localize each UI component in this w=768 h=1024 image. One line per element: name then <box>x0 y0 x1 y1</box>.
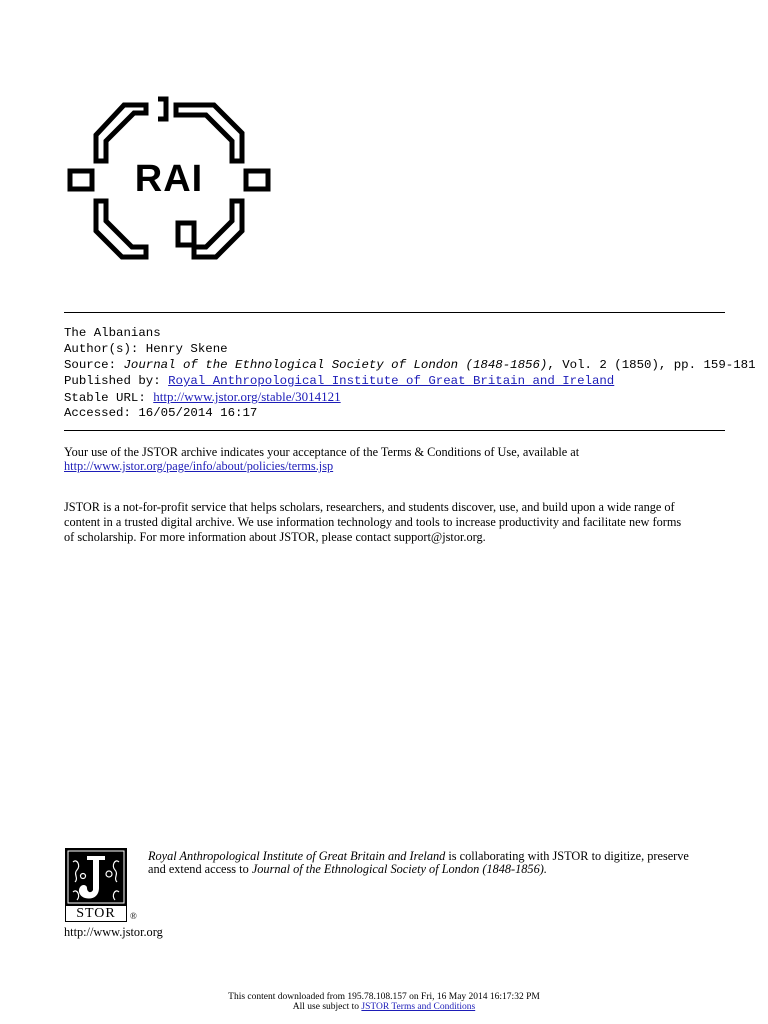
rai-logo <box>66 95 272 269</box>
jstor-logo <box>65 848 127 922</box>
source-journal: Journal of the Ethnological Society of London (1848-1856) <box>123 358 548 372</box>
jstor-ornament-icon <box>65 848 127 906</box>
terms-link[interactable]: http://www.jstor.org/page/info/about/policies/terms.jsp <box>64 459 334 473</box>
rai-logo-text: RAI <box>134 158 204 200</box>
top-divider <box>64 312 725 313</box>
accessed-line <box>64 406 257 422</box>
collab-org: Royal Anthropological Institute of Great Britain and Ireland <box>148 849 446 863</box>
jstor-logo-text: STOR <box>65 905 127 922</box>
authors-line <box>64 342 228 358</box>
mid-divider <box>64 430 725 431</box>
publisher-label: Published by: <box>64 374 161 388</box>
authors-value: Henry Skene <box>145 342 228 356</box>
source-line <box>64 358 756 374</box>
publisher-line <box>64 374 614 390</box>
footer-terms-link[interactable]: JSTOR Terms and Conditions <box>361 1002 476 1012</box>
collab-line2-pre: and extend access to <box>148 862 252 876</box>
publisher-link[interactable]: Royal Anthropological Institute of Great Britain and Ireland <box>168 374 615 388</box>
article-title <box>64 326 161 342</box>
jstor-url[interactable]: http://www.jstor.org <box>64 925 163 939</box>
source-label: Source: <box>64 358 117 372</box>
about-line-2: content in a trusted digital archive. We use information technology and tools to increase productivity and facilitate new forms <box>64 515 682 529</box>
collab-mid: is collaborating with JSTOR to digitize, preserve <box>445 849 689 863</box>
source-details: , Vol. 2 (1850), pp. 159-181 <box>547 358 756 372</box>
collab-journal: Journal of the Ethnological Society of London (1848-1856). <box>251 862 547 876</box>
accessed-text: Accessed: 16/05/2014 16:17 <box>64 406 258 420</box>
collab-line-2 <box>148 862 547 877</box>
about-line-1: JSTOR is a not-for-profit service that helps scholars, researchers, and students discover, use, and build upon a wide range of <box>64 500 675 514</box>
footer-download-line: This content downloaded from 195.78.108.157 on Fri, 16 May 2014 16:17:32 PM <box>228 992 540 1002</box>
footer-terms-pre: All use subject to <box>292 1002 362 1012</box>
stable-url-label: Stable URL: <box>64 391 146 405</box>
terms-link-line <box>64 459 333 474</box>
about-line-3: of scholarship. For more information about JSTOR, please contact support@jstor.org. <box>64 530 486 544</box>
registered-mark: ® <box>130 911 137 921</box>
article-title-text: The Albanians <box>64 326 161 340</box>
stable-url-line <box>64 389 341 407</box>
terms-text: Your use of the JSTOR archive indicates your acceptance of the Terms & Conditions of Use, available at <box>64 445 580 459</box>
footer-terms-line <box>0 1002 768 1013</box>
stable-url-link[interactable]: http://www.jstor.org/stable/3014121 <box>153 389 341 404</box>
authors-label: Author(s): <box>64 342 139 356</box>
